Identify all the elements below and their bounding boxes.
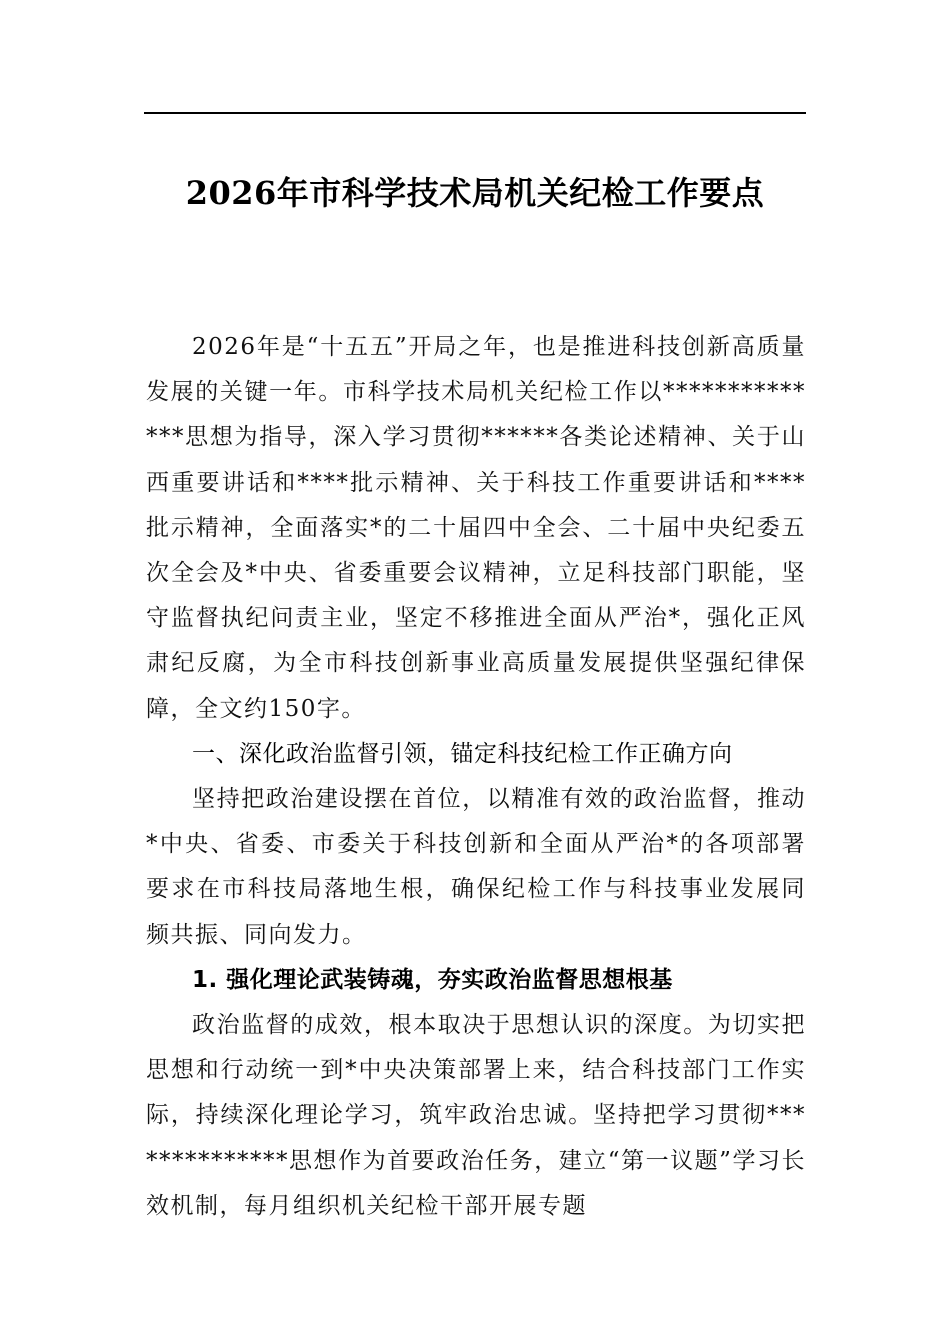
section-paragraph: 坚持把政治建设摆在首位，以精准有效的政治监督，推动*中央、省委、市委关于科技创新和全面从严治*的各项部署要求在市科技局落地生根，确保纪检工作与科技事业发展同频共振、同向发力。 — [146, 786, 806, 948]
header-rule — [144, 112, 806, 114]
document-title: 2026年市科学技术局机关纪检工作要点 — [185, 174, 765, 212]
subsection-paragraph: 政治监督的成效，根本取决于思想认识的深度。为切实把思想和行动统一到*中央决策部署上来，结合科技部门工作实际，持续深化理论学习，筑牢政治忠诚。坚持把学习贯彻**************思想作为首要政治任务，建立“第一议题”学习长效机制，每月组织机关纪检干部开展专题 — [146, 1012, 806, 1219]
document-body — [146, 325, 806, 1229]
intro-paragraph: 2026年是“十五五”开局之年，也是推进科技创新高质量发展的关键一年。市科学技术局机关纪检工作以**************思想为指导，深入学习贯彻******各类论述精神、关于山西重要讲话和****批示精神、关于科技工作重要讲话和****批示精神，全面落实*的二十届四中全会、二十届中央纪委五次全会及*中央、省委重要会议精神，立足科技部门职能，坚守监督执纪问责主业，坚定不移推进全面从严治*，强化正风肃纪反腐，为全市科技创新事业高质量发展提供坚强纪律保障，全文约150字。 — [146, 334, 806, 722]
subsection-heading: 1. 强化理论武装铸魂，夯实政治监督思想根基 — [192, 966, 673, 993]
section-heading: 一、深化政治监督引领，锚定科技纪检工作正确方向 — [192, 740, 733, 767]
